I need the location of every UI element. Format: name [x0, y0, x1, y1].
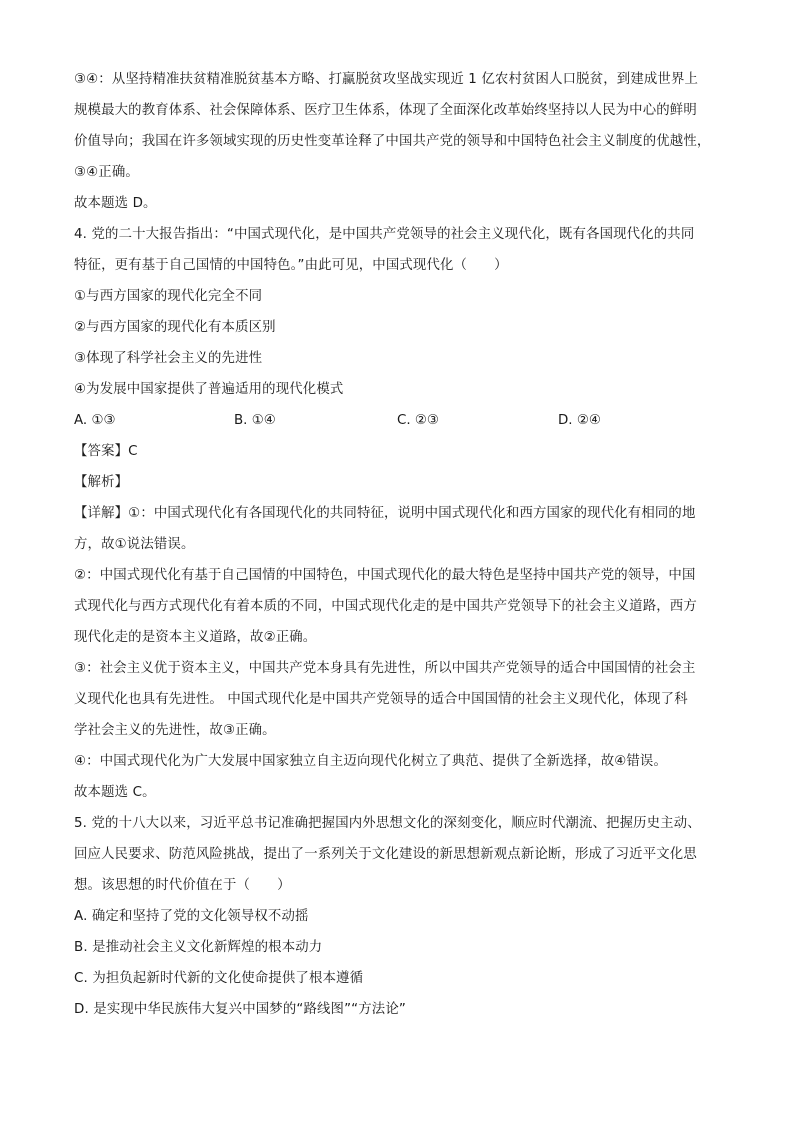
q5-option-d: D. 是实现中华民族伟大复兴中国梦的“路线图”“方法论”	[74, 1002, 406, 1017]
q4-statement-1: ①与西方国家的现代化完全不同	[74, 289, 263, 304]
q4-options	[74, 405, 734, 436]
q5-stem-line: 5. 党的十八大以来，习近平总书记准确把握国内外思想文化的深刻变化，顺应时代潮流、把握历史主动、	[74, 816, 701, 831]
prev-conclusion: 故本题选 D。	[74, 196, 157, 211]
q5-stem-line: 想。该思想的时代价值在于（ ）	[74, 878, 291, 893]
q4-detail-line: 学社会主义的先进性，故③正确。	[74, 723, 276, 738]
q4-statement-3: ③体现了科学社会主义的先进性	[74, 351, 263, 366]
page-content	[74, 64, 734, 1025]
q4-option-a: A. ①③	[74, 413, 116, 428]
prev-analysis	[74, 64, 734, 219]
prev-analysis-line: 价值导向；我国在许多领域实现的历史性变革诠释了中国共产党的领导和中国特色社会主义制度的优越性，	[74, 134, 711, 149]
q4-detail-line: 现代化走的是资本主义道路，故②正确。	[74, 630, 317, 645]
q4-detail-line: 【详解】①：中国式现代化有各国现代化的共同特征，说明中国式现代化和西方国家的现代化有相同的地	[74, 506, 696, 521]
prev-analysis-line: ③④正确。	[74, 165, 139, 180]
q4-option-d: D. ②④	[558, 413, 601, 428]
q5-stem-line: 回应人民要求、防范风险挑战，提出了一系列关于文化建设的新思想新观点新论断，形成了习近平文化思	[74, 847, 697, 862]
question-5	[74, 808, 734, 1025]
q4-stem-line: 4. 党的二十大报告指出：“中国式现代化，是中国共产党领导的社会主义现代化，既有各国现代化的共同	[74, 227, 695, 242]
q4-stem-line: 特征，更有基于自己国情的中国特色。”由此可见，中国式现代化（ ）	[74, 258, 508, 273]
q5-option-b: B. 是推动社会主义文化新辉煌的根本动力	[74, 940, 323, 955]
q4-conclusion: 故本题选 C。	[74, 785, 156, 800]
q4-detail-line: 式现代化与西方式现代化有着本质的不同，中国式现代化走的是中国共产党领导下的社会主义道路，西方	[74, 599, 697, 614]
q4-detail-line: ④：中国式现代化为广大发展中国家独立自主迈向现代化树立了典范、提供了全新选择，故④错误。	[74, 754, 668, 769]
q4-statement-2: ②与西方国家的现代化有本质区别	[74, 320, 276, 335]
question-4	[74, 219, 734, 808]
answer-value: C	[128, 444, 138, 459]
q4-detail-line: ③：社会主义优于资本主义，中国共产党本身具有先进性，所以中国共产党领导的适合中国国情的社会主	[74, 661, 696, 676]
q4-detail-line: 方，故①说法错误。	[74, 537, 195, 552]
q5-option-c: C. 为担负起新时代新的文化使命提供了根本遵循	[74, 971, 364, 986]
prev-analysis-line: ③④：从坚持精准扶贫精准脱贫基本方略、打赢脱贫攻坚战实现近 1 亿农村贫困人口脱贫，到建成世界上	[74, 72, 699, 87]
q4-analysis-tag: 【解析】	[74, 475, 129, 490]
q4-detail-line: 义现代化也具有先进性。 中国式现代化是中国共产党领导的适合中国国情的社会主义现代化，体现了科	[74, 692, 688, 707]
answer-tag: 【答案】	[74, 444, 129, 459]
q4-option-c: C. ②③	[397, 413, 439, 428]
q5-option-a: A. 确定和坚持了党的文化领导权不动摇	[74, 909, 309, 924]
prev-analysis-line: 规模最大的教育体系、社会保障体系、医疗卫生体系，体现了全面深化改革始终坚持以人民为中心的鲜明	[74, 103, 697, 118]
q4-answer	[74, 436, 734, 467]
q4-detail-line: ②：中国式现代化有基于自己国情的中国特色，中国式现代化的最大特色是坚持中国共产党的领导，中国	[74, 568, 696, 583]
q4-statement-4: ④为发展中国家提供了普遍适用的现代化模式	[74, 382, 344, 397]
q4-option-b: B. ①④	[234, 413, 276, 428]
